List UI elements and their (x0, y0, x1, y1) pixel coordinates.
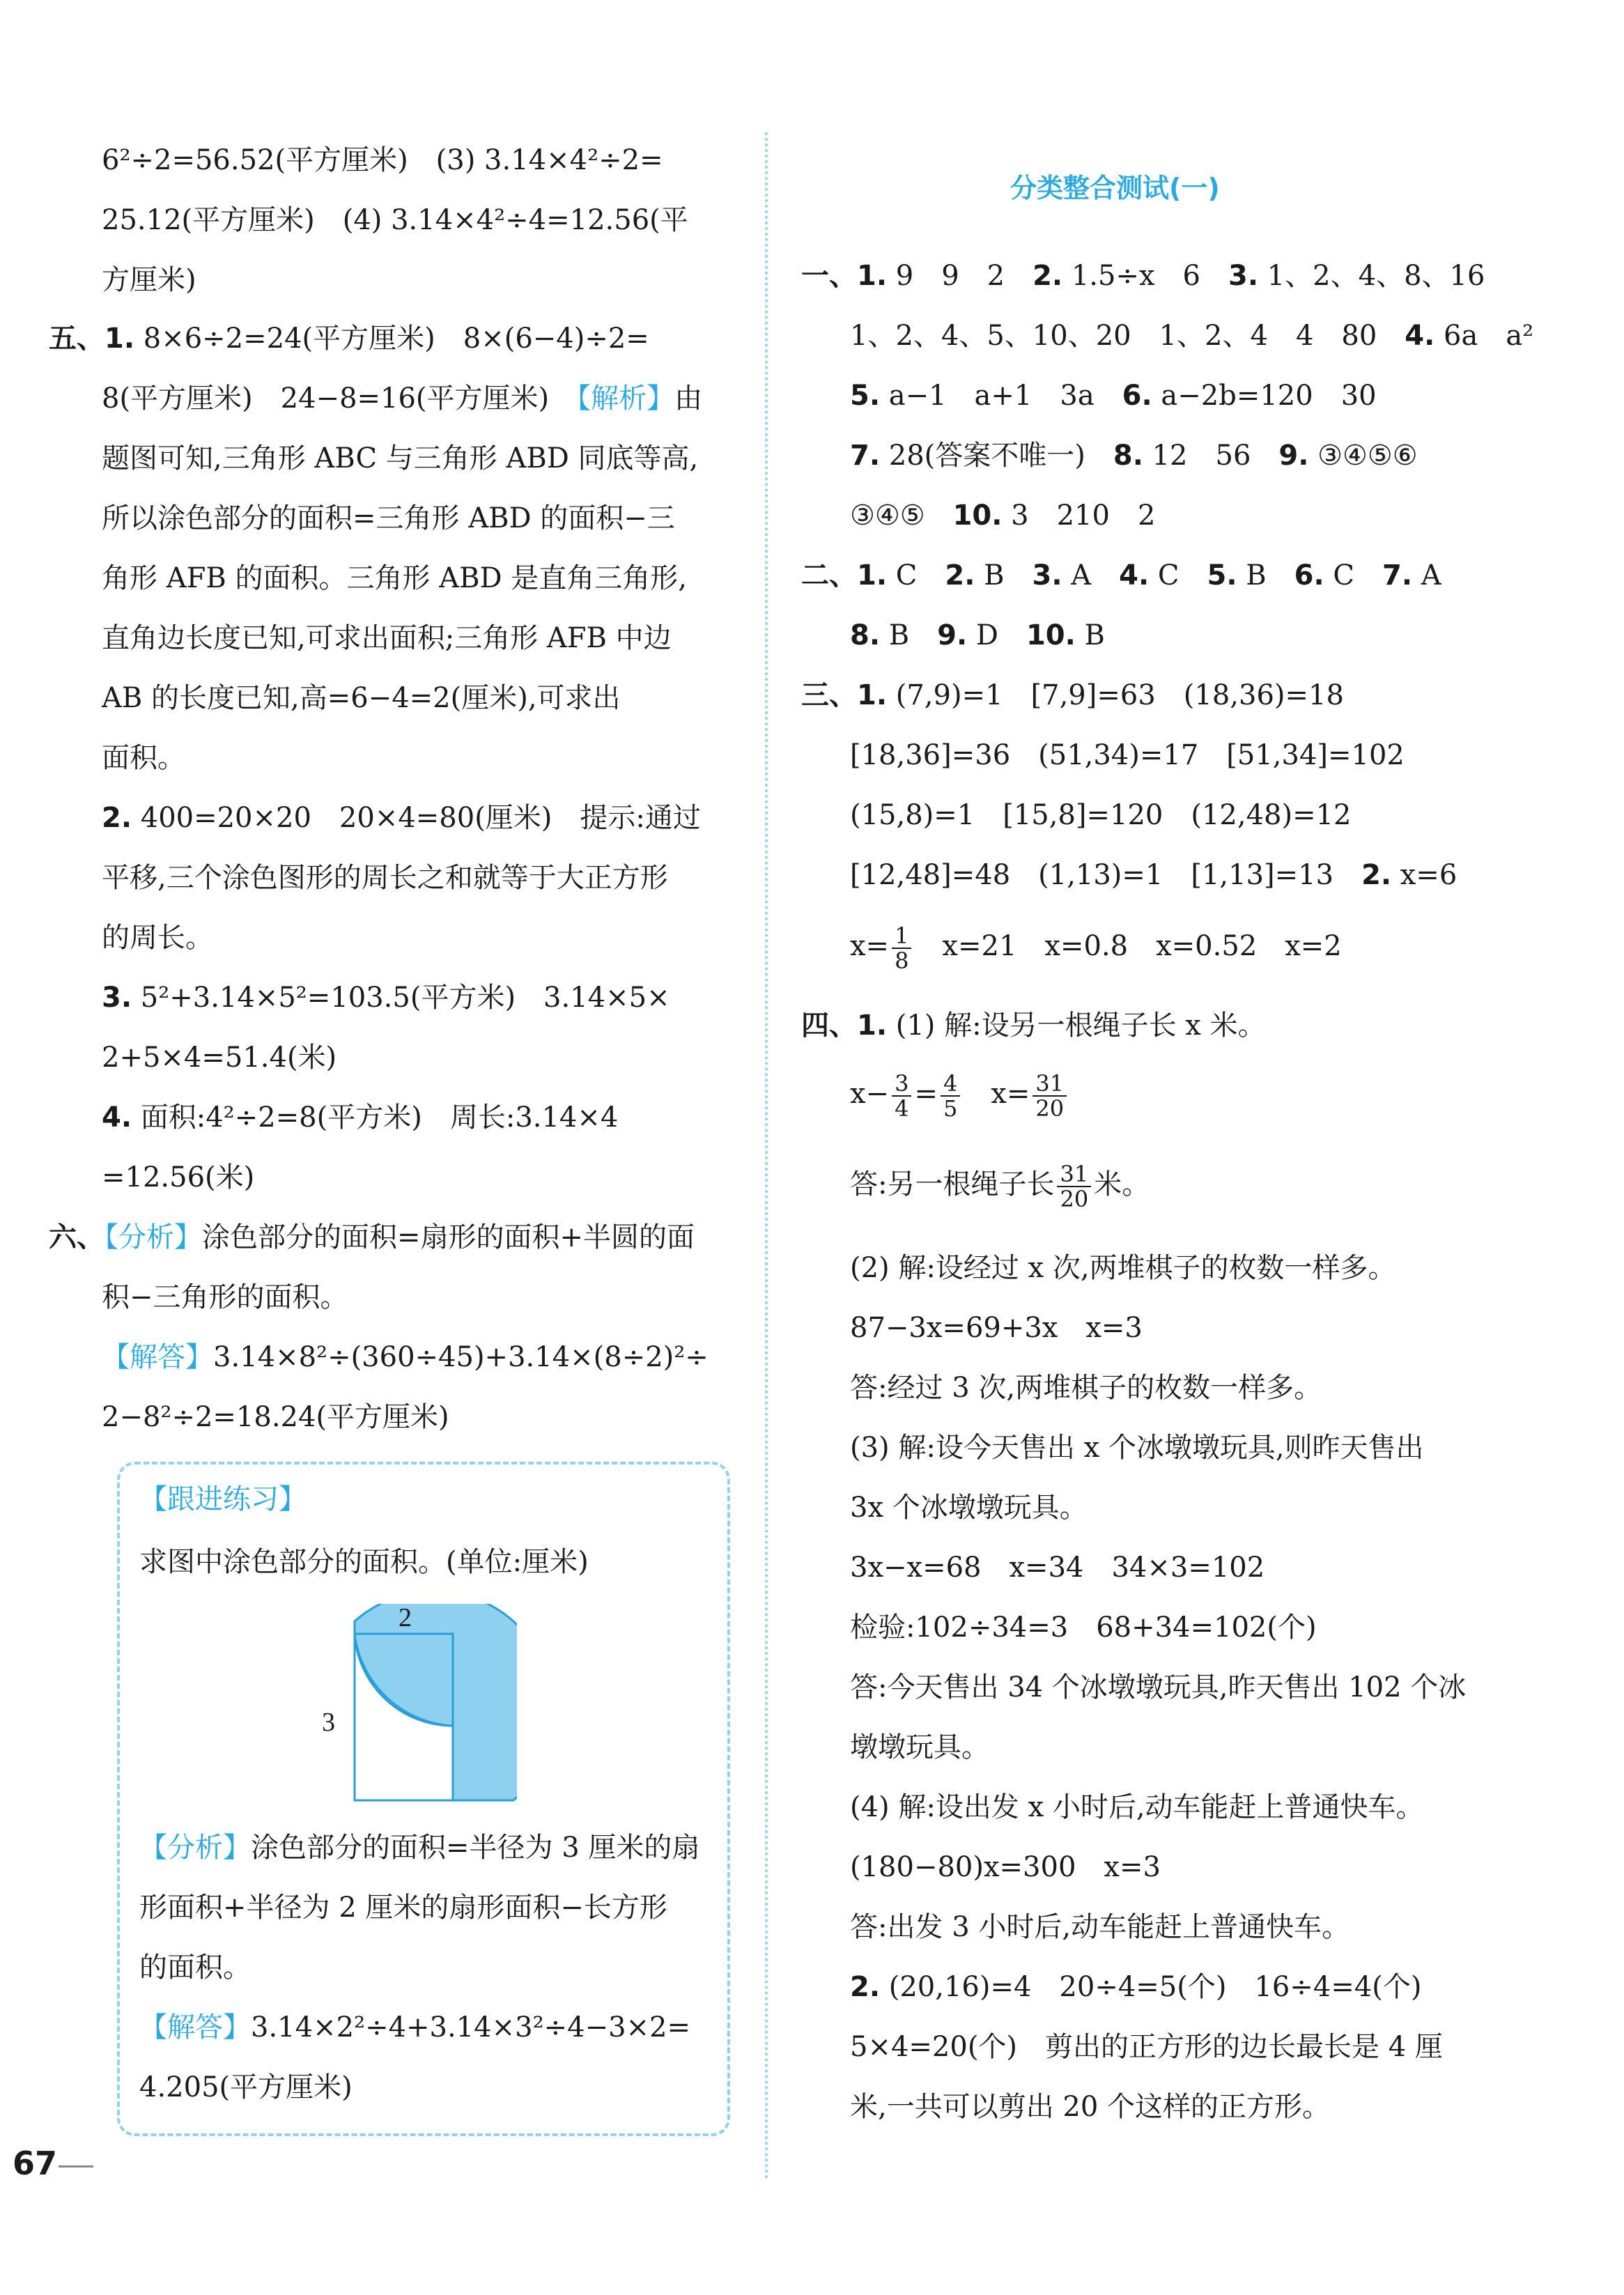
item-number: 2. (850, 1971, 881, 2003)
text-span: 涂色部分的面积=半径为 3 厘米的扇 (251, 1832, 700, 1864)
answer: a−1 a+1 3a (880, 380, 1122, 412)
section-label: 二、 (801, 559, 857, 592)
answer: x= (850, 930, 890, 962)
box-answer (139, 2007, 690, 2048)
item-number: 6. (1122, 380, 1152, 412)
answer: 9 9 2 (887, 260, 1033, 292)
item-number: 6. (1294, 559, 1324, 592)
answer-row: 墩墩玩具。 (850, 1731, 989, 1763)
answer: C (887, 559, 945, 592)
text-line: 形面积+半径为 2 厘米的扇形面积−长方形 (139, 1892, 667, 1924)
answer: B (1075, 619, 1105, 651)
answer: x− (850, 1078, 890, 1110)
answer-row: 答:经过 3 次,两堆棋子的枚数一样多。 (850, 1372, 1322, 1404)
item-number: 8. (1113, 440, 1143, 472)
answer: A (1062, 559, 1120, 592)
text-line: 4.205(平方厘米) (139, 2071, 353, 2103)
fraction (941, 1072, 960, 1120)
fraction (892, 1072, 911, 1120)
text-span: 5²+3.14×5²=103.5(平方米) 3.14×5× (132, 982, 670, 1014)
item-number: 10. (1026, 619, 1076, 651)
item-number: 4. (1119, 559, 1150, 592)
answer: (1) 解:设另一根绳子长 x 米。 (887, 1010, 1266, 1042)
fenxi-tag: 【分析】 (105, 1221, 202, 1253)
item-number: 4. (1405, 320, 1435, 352)
answer-row: [18,36]=36 (51,34)=17 [51,34]=102 (850, 739, 1405, 771)
answer-row: (2) 解:设经过 x 次,两堆棋子的枚数一样多。 (850, 1252, 1396, 1284)
answer: A (1412, 559, 1441, 592)
answer: C (1149, 559, 1207, 592)
answer-row (850, 315, 1533, 357)
text-line: 2+5×4=51.4(米) (102, 1042, 337, 1074)
answer-row (850, 1966, 1422, 2008)
text-span: 8(平方厘米) 24−8=16(平方厘米) (102, 382, 578, 415)
denominator: 5 (943, 1095, 958, 1122)
text-line (102, 1336, 709, 1378)
section-label: 四、 (801, 1010, 857, 1042)
numerator: 3 (892, 1072, 911, 1097)
item-number: 5. (850, 380, 881, 412)
item-number: 3. (1032, 559, 1062, 592)
text-span: 400=20×20 20×4=80(厘米) 提示:通过 (132, 802, 701, 834)
text-line: AB 的长度已知,高=6−4=2(厘米),可求出 (102, 682, 621, 714)
answer-row (850, 375, 1377, 417)
answer: 米。 (1094, 1168, 1150, 1200)
item-number: 2. (102, 802, 132, 834)
answer-row: (4) 解:设出发 x 小时后,动车能赶上普通快车。 (850, 1791, 1424, 1823)
answer-row (850, 495, 1155, 536)
dim-left-label: 3 (322, 1708, 335, 1737)
item-number: 2. (945, 559, 975, 592)
numerator: 31 (1033, 1072, 1067, 1097)
answer-row (850, 1162, 1150, 1211)
answer: a−2b=120 30 (1152, 380, 1377, 412)
section-4-row (801, 1005, 1266, 1046)
box-question: 求图中涂色部分的面积。(单位:厘米) (139, 1546, 589, 1578)
column-divider (765, 132, 768, 2181)
text-line: 积−三角形的面积。 (102, 1281, 348, 1313)
section-label: 六、 (49, 1221, 105, 1253)
denominator: 4 (895, 1095, 909, 1122)
item-number: 3. (1228, 260, 1259, 292)
answer: ③④⑤ (850, 500, 953, 532)
text-span: 涂色部分的面积=扇形的面积+半圆的面 (202, 1221, 695, 1253)
text-line: 的面积。 (139, 1952, 251, 1984)
equation-row (850, 1072, 1069, 1120)
text-line: 平移,三个涂色图形的周长之和就等于大正方形 (102, 862, 668, 894)
answer: 1.5÷x 6 (1062, 260, 1228, 292)
answer: 28(答案不唯一) (880, 440, 1113, 472)
text-line: 方厘米) (102, 264, 196, 296)
section-label: 五、1. (49, 323, 135, 355)
text-line: 直角边长度已知,可求出面积;三角形 AFB 中边 (102, 622, 672, 654)
denominator: 20 (1035, 1095, 1065, 1122)
answer: (7,9)=1 [7,9]=63 (18,36)=18 (887, 679, 1344, 711)
item-number: 1. (857, 679, 888, 711)
answer: B (880, 619, 938, 651)
section-label: 一、 (801, 260, 857, 292)
text-line: 题图可知,三角形 ABC 与三角形 ABD 同底等高, (102, 442, 699, 474)
answer-row (850, 924, 1342, 973)
denominator: 8 (895, 948, 909, 974)
answer: = (914, 1078, 938, 1110)
text-span: 由 (674, 382, 703, 415)
section-2-row (801, 555, 1441, 596)
text-line: =12.56(米) (102, 1161, 255, 1193)
section-6 (49, 1216, 695, 1258)
numerator: 31 (1057, 1162, 1091, 1187)
answer-row (850, 435, 1418, 477)
answer-row: (180−80)x=300 x=3 (850, 1851, 1161, 1883)
page-title: 分类整合测试(一) (1010, 173, 1220, 203)
numerator: 1 (892, 924, 911, 949)
item-number: 9. (937, 619, 968, 651)
text-span: 3.14×2²÷4+3.14×3²÷4−3×2= (251, 2011, 691, 2043)
text-line: 8×6÷2=24(平方厘米) 8×(6−4)÷2= (134, 323, 649, 355)
section-label: 三、 (801, 679, 857, 711)
answer: 1、2、4、5、10、20 1、2、4 4 80 (850, 320, 1405, 352)
answer-row: 3x 个冰墩墩玩具。 (850, 1492, 1088, 1524)
answer: 6a a² (1434, 320, 1534, 352)
text-line (102, 378, 702, 419)
jiexi-tag: 【解析】 (577, 382, 675, 415)
item-number: 7. (850, 440, 881, 472)
text-line: 角形 AFB 的面积。三角形 ABD 是直角三角形, (102, 562, 687, 594)
item-3 (102, 977, 670, 1019)
box-analysis (139, 1827, 699, 1869)
shaded-figure (294, 1604, 517, 1827)
item-number: 9. (1278, 440, 1309, 472)
denominator: 20 (1060, 1186, 1089, 1212)
item-number: 2. (1361, 859, 1392, 891)
text-line: 6²÷2=56.52(平方厘米) (3) 3.14×4²÷2= (102, 144, 663, 176)
answer-row: 5×4=20(个) 剪出的正方形的边长最长是 4 厘 (850, 2031, 1443, 2063)
answer: 3 210 2 (1002, 500, 1156, 532)
answer-row (850, 854, 1457, 896)
item-number: 7. (1382, 559, 1413, 592)
answer-row: 检验:102÷34=3 68+34=102(个) (850, 1612, 1317, 1644)
jieda-tag: 【解答】 (102, 1341, 213, 1373)
text-line: 面积。 (102, 742, 185, 774)
answer: x=6 (1391, 859, 1457, 891)
text-line: 25.12(平方厘米) (4) 3.14×4²÷4=12.56(平 (102, 204, 688, 236)
answer: ③④⑤⑥ (1308, 440, 1418, 472)
section-1-row (801, 255, 1485, 297)
fraction (1057, 1162, 1091, 1211)
fenxi-tag: 【分析】 (139, 1832, 251, 1864)
item-number: 3. (102, 982, 132, 1014)
text-line: 2−8²÷2=18.24(平方厘米) (102, 1401, 449, 1433)
item-number: 8. (850, 619, 881, 651)
answer: D (967, 619, 1026, 651)
item-4 (102, 1097, 618, 1138)
jieda-tag: 【解答】 (139, 2011, 251, 2043)
page-number-rule (59, 2165, 93, 2168)
answer: B (975, 559, 1033, 592)
answer-row: (15,8)=1 [15,8]=120 (12,48)=12 (850, 799, 1352, 831)
item-number: 2. (1033, 260, 1063, 292)
fraction (1033, 1072, 1067, 1120)
answer-row: 87−3x=69+3x x=3 (850, 1312, 1143, 1344)
fraction (892, 924, 911, 973)
answer: C (1324, 559, 1382, 592)
answer: B (1237, 559, 1294, 592)
answer-row: 答:出发 3 小时后,动车能赶上普通快车。 (850, 1911, 1350, 1943)
item-number: 10. (952, 500, 1003, 532)
answer-row: 答:今天售出 34 个冰墩墩玩具,昨天售出 102 个冰 (850, 1671, 1467, 1703)
item-number: 1. (857, 1010, 888, 1042)
follow-up-practice-box (117, 1462, 730, 2136)
item-number: 1. (857, 559, 888, 592)
text-line: 的周长。 (102, 922, 213, 954)
text-span: 3.14×8²÷(360÷45)+3.14×(8÷2)²÷ (213, 1341, 709, 1373)
answer-row: 米,一共可以剪出 20 个这样的正方形。 (850, 2091, 1331, 2123)
text-span: 面积:4²÷2=8(平方米) 周长:3.14×4 (132, 1102, 619, 1134)
section-3-row (801, 674, 1344, 716)
item-number: 4. (102, 1102, 132, 1134)
item-number: 1. (857, 260, 888, 292)
numerator: 4 (941, 1072, 960, 1097)
answer-row (850, 615, 1105, 656)
answer: 1、2、4、8、16 (1258, 260, 1485, 292)
answer: [12,48]=48 (1,13)=1 [1,13]=13 (850, 859, 1362, 891)
dim-top-label: 2 (399, 1604, 412, 1632)
answer-row: (3) 解:设今天售出 x 个冰墩墩玩具,则昨天售出 (850, 1432, 1424, 1464)
answer: x= (963, 1078, 1030, 1110)
answer: x=21 x=0.8 x=0.52 x=2 (914, 930, 1342, 962)
text-line: 所以涂色部分的面积=三角形 ABD 的面积−三 (102, 502, 675, 534)
section-5 (49, 318, 649, 360)
answer-row: 3x−x=68 x=34 34×3=102 (850, 1552, 1265, 1584)
answer: 答:另一根绳子长 (850, 1168, 1055, 1200)
item-number: 5. (1207, 559, 1237, 592)
answer: 12 56 (1143, 440, 1279, 472)
answer: (20,16)=4 20÷4=5(个) 16÷4=4(个) (880, 1971, 1422, 2003)
item-2 (102, 797, 701, 839)
box-title: 【跟进练习】 (139, 1483, 307, 1515)
page-number: 67 (13, 2145, 58, 2182)
